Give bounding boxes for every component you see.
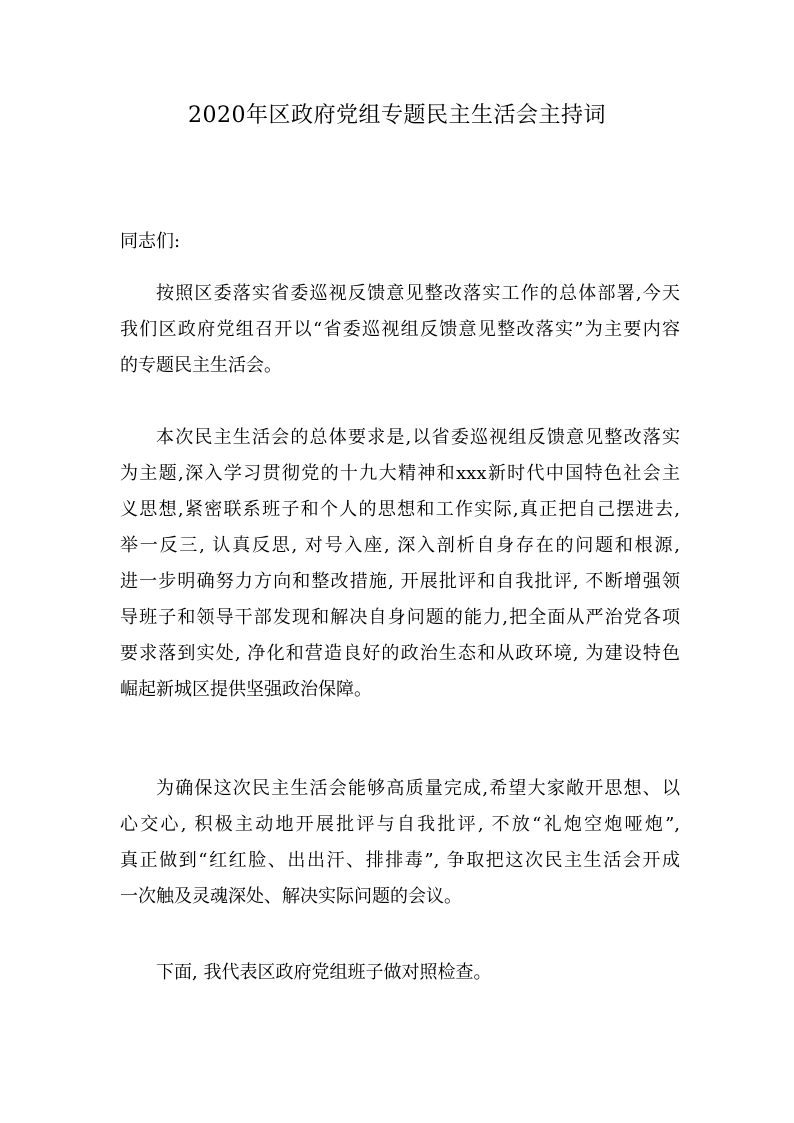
paragraph-2 <box>120 420 680 708</box>
greeting: 同志们: <box>120 231 181 252</box>
paragraph-line: 下面, 我代表区政府党组班子做对照检查。 <box>156 962 492 983</box>
paragraph-line: 崛起新城区提供坚强政治保障。 <box>120 679 372 700</box>
paragraph-line: 按照区委落实省委巡视反馈意见整改落实工作的总体部署,今天 <box>156 283 680 304</box>
paragraph-3 <box>120 771 680 915</box>
paragraph-line: 为确保这次民主生活会能够高质量完成,希望大家敞开思想、以 <box>156 778 680 799</box>
paragraph-line: 一次触及灵魂深处、解决实际问题的会议。 <box>120 886 462 907</box>
paragraph-line: 进一步明确努力方向和整改措施, 开展批评和自我批评, 不断增强领 <box>120 571 680 592</box>
paragraph-line: 为主题,深入学习贯彻党的十九大精神和xxx新时代中国特色社会主 <box>120 463 680 484</box>
paragraph-line: 导班子和领导干部发现和解决自身问题的能力,把全面从严治党各项 <box>120 607 680 628</box>
paragraph-line: 义思想,紧密联系班子和个人的思想和工作实际,真正把自己摆进去, <box>120 499 680 520</box>
paragraph-line: 心交心, 积极主动地开展批评与自我批评, 不放“礼炮空炮哑炮”, <box>120 814 680 835</box>
paragraph-1 <box>120 276 680 384</box>
paragraph-line: 真正做到“红红脸、出出汗、排排毒”, 争取把这次民主生活会开成 <box>120 850 680 871</box>
paragraph-line: 本次民主生活会的总体要求是,以省委巡视组反馈意见整改落实 <box>156 427 680 448</box>
paragraph-line: 我们区政府党组召开以“省委巡视组反馈意见整改落实”为主要内容 <box>120 319 680 340</box>
paragraph-4 <box>120 955 680 991</box>
paragraph-line: 的专题民主生活会。 <box>120 355 282 376</box>
paragraph-line: 要求落到实处, 净化和营造良好的政治生态和从政环境, 为建设特色 <box>120 643 680 664</box>
document-title: 2020年区政府党组专题民主生活会主持词 <box>188 103 606 128</box>
paragraph-line: 举一反三, 认真反思, 对号入座, 深入剖析自身存在的问题和根源, <box>120 535 680 556</box>
